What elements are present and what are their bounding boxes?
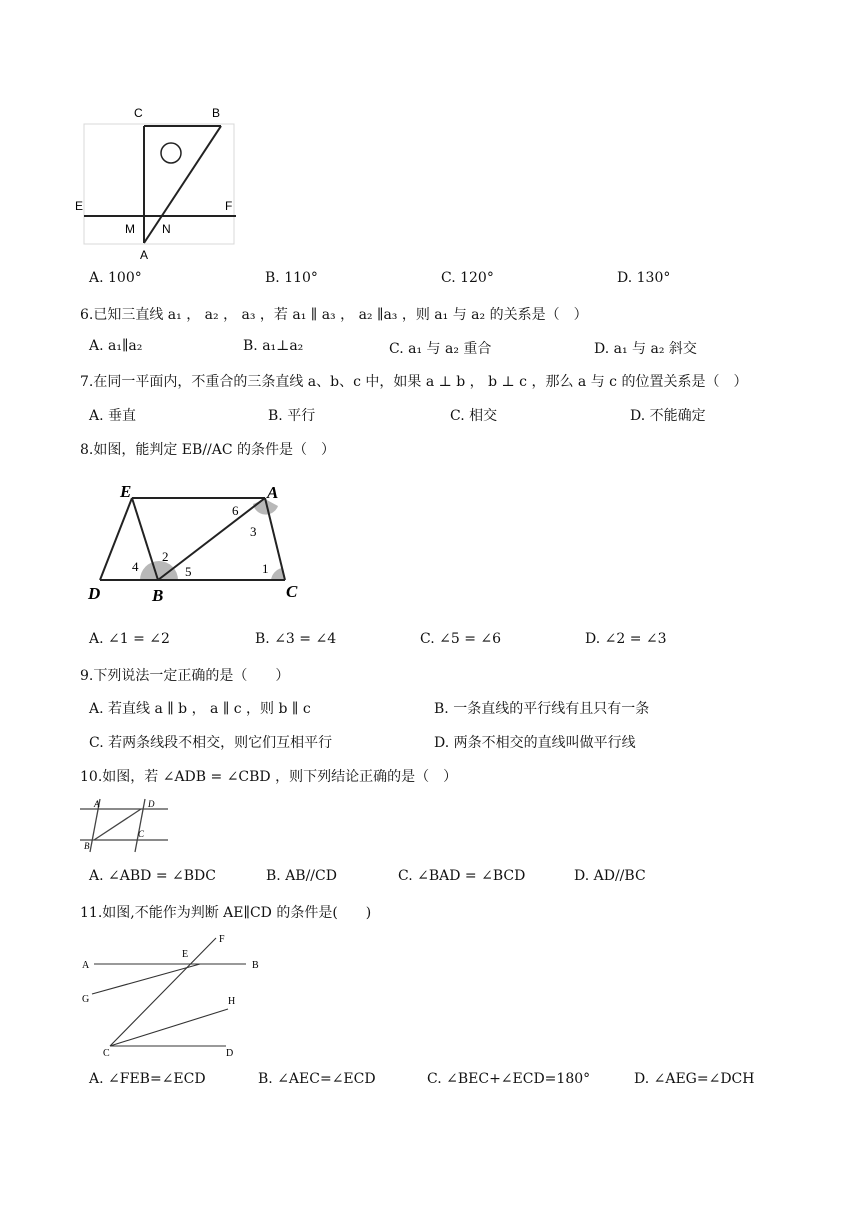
q9-option-a: A. 若直线 a ∥ b ， a ∥ c ，则 b ∥ c — [89, 701, 311, 717]
q7-option-d: D. 不能确定 — [630, 408, 706, 424]
q8-label-B: B — [152, 586, 164, 605]
q9-stem: 9.下列说法一定正确的是（ ） — [80, 668, 290, 684]
q11-option-d: D. ∠AEG=∠DCH — [634, 1071, 755, 1087]
q8-angle-2: 2 — [162, 549, 169, 564]
q11-label-A: A — [82, 960, 90, 971]
q5-label-E: E — [75, 199, 84, 213]
q11-stem: 11.如图,不能作为判断 AE∥CD 的条件是( ) — [80, 905, 372, 921]
q6-option-a: A. a₁∥a₂ — [89, 338, 143, 354]
q9-option-b: B. 一条直线的平行线有且只有一条 — [434, 701, 650, 717]
q10-label-C: C — [138, 829, 145, 839]
q10-figure — [80, 794, 190, 859]
q9-option-d: D. 两条不相交的直线叫做平行线 — [434, 735, 636, 751]
q5-option-c: C. 120° — [441, 270, 494, 286]
q9-option-c: C. 若两条线段不相交，则它们互相平行 — [89, 735, 333, 751]
q6-stem: 6.已知三直线 a₁ ， a₂ ， a₃ ，若 a₁ ∥ a₃ ， a₂ ∥a₃ ，则 a₁ 与 a₂ 的关系是（ ） — [80, 307, 588, 323]
q5-label-N: N — [162, 222, 171, 236]
q8-angle-3: 3 — [250, 524, 257, 539]
q8-option-c: C. ∠5 = ∠6 — [420, 631, 502, 647]
q8-label-A: A — [267, 483, 279, 502]
q8-angle-1: 1 — [262, 561, 269, 576]
q10-option-d: D. AD//BC — [574, 868, 646, 884]
q8-option-a: A. ∠1 = ∠2 — [89, 631, 170, 647]
q8-option-d: D. ∠2 = ∠3 — [585, 631, 667, 647]
q8-figure — [80, 474, 310, 609]
q10-label-A: A — [94, 799, 100, 809]
q7-option-a: A. 垂直 — [89, 408, 137, 424]
q8-label-C: C — [286, 582, 298, 601]
q11-label-C: C — [103, 1048, 110, 1059]
q8-stem: 8.如图，能判定 EB//AC 的条件是（ ） — [80, 442, 336, 458]
q5-label-B: B — [212, 106, 221, 120]
q5-option-b: B. 110° — [265, 270, 318, 286]
q11-option-c: C. ∠BEC+∠ECD=180° — [427, 1071, 591, 1087]
q7-stem: 7.在同一平面内，不重合的三条直线 a、b、c 中，如果 a ⊥ b ， b ⊥ c ，那么 a 与 c 的位置关系是（ ） — [80, 374, 748, 390]
q8-option-b: B. ∠3 = ∠4 — [255, 631, 337, 647]
q5-label-A: A — [140, 248, 149, 262]
q8-label-E: E — [120, 482, 132, 501]
q11-figure — [78, 930, 268, 1062]
q11-label-H: H — [228, 996, 236, 1007]
q10-option-a: A. ∠ABD = ∠BDC — [89, 868, 216, 884]
q11-label-B: B — [252, 960, 259, 971]
q10-label-D: D — [148, 799, 155, 809]
q11-label-G: G — [82, 994, 90, 1005]
q10-label-B: B — [84, 841, 90, 851]
q6-option-b: B. a₁⊥a₂ — [243, 338, 304, 354]
q8-angle-5: 5 — [185, 564, 192, 579]
q8-angle-4: 4 — [132, 559, 139, 574]
q11-option-b: B. ∠AEC=∠ECD — [258, 1071, 376, 1087]
q11-label-E: E — [182, 949, 189, 960]
q6-option-d: D. a₁ 与 a₂ 斜交 — [594, 341, 697, 357]
q6-option-c: C. a₁ 与 a₂ 重合 — [389, 341, 492, 357]
q8-label-D: D — [88, 584, 101, 603]
q7-option-c: C. 相交 — [450, 408, 498, 424]
q8-angle-6: 6 — [232, 503, 239, 518]
q5-option-a: A. 100° — [89, 270, 142, 286]
q10-option-c: C. ∠BAD = ∠BCD — [398, 868, 526, 884]
q5-label-F: F — [225, 199, 233, 213]
q5-label-M: M — [125, 222, 135, 236]
q5-label-C: C — [134, 106, 143, 120]
q5-figure — [74, 100, 244, 265]
q5-option-d: D. 130° — [617, 270, 671, 286]
q11-label-F: F — [219, 934, 225, 945]
q11-label-D: D — [226, 1048, 234, 1059]
q10-option-b: B. AB//CD — [266, 868, 337, 884]
q10-stem: 10.如图，若 ∠ADB = ∠CBD ，则下列结论正确的是（ ） — [80, 769, 458, 785]
q7-option-b: B. 平行 — [268, 408, 316, 424]
q11-option-a: A. ∠FEB=∠ECD — [89, 1071, 206, 1087]
